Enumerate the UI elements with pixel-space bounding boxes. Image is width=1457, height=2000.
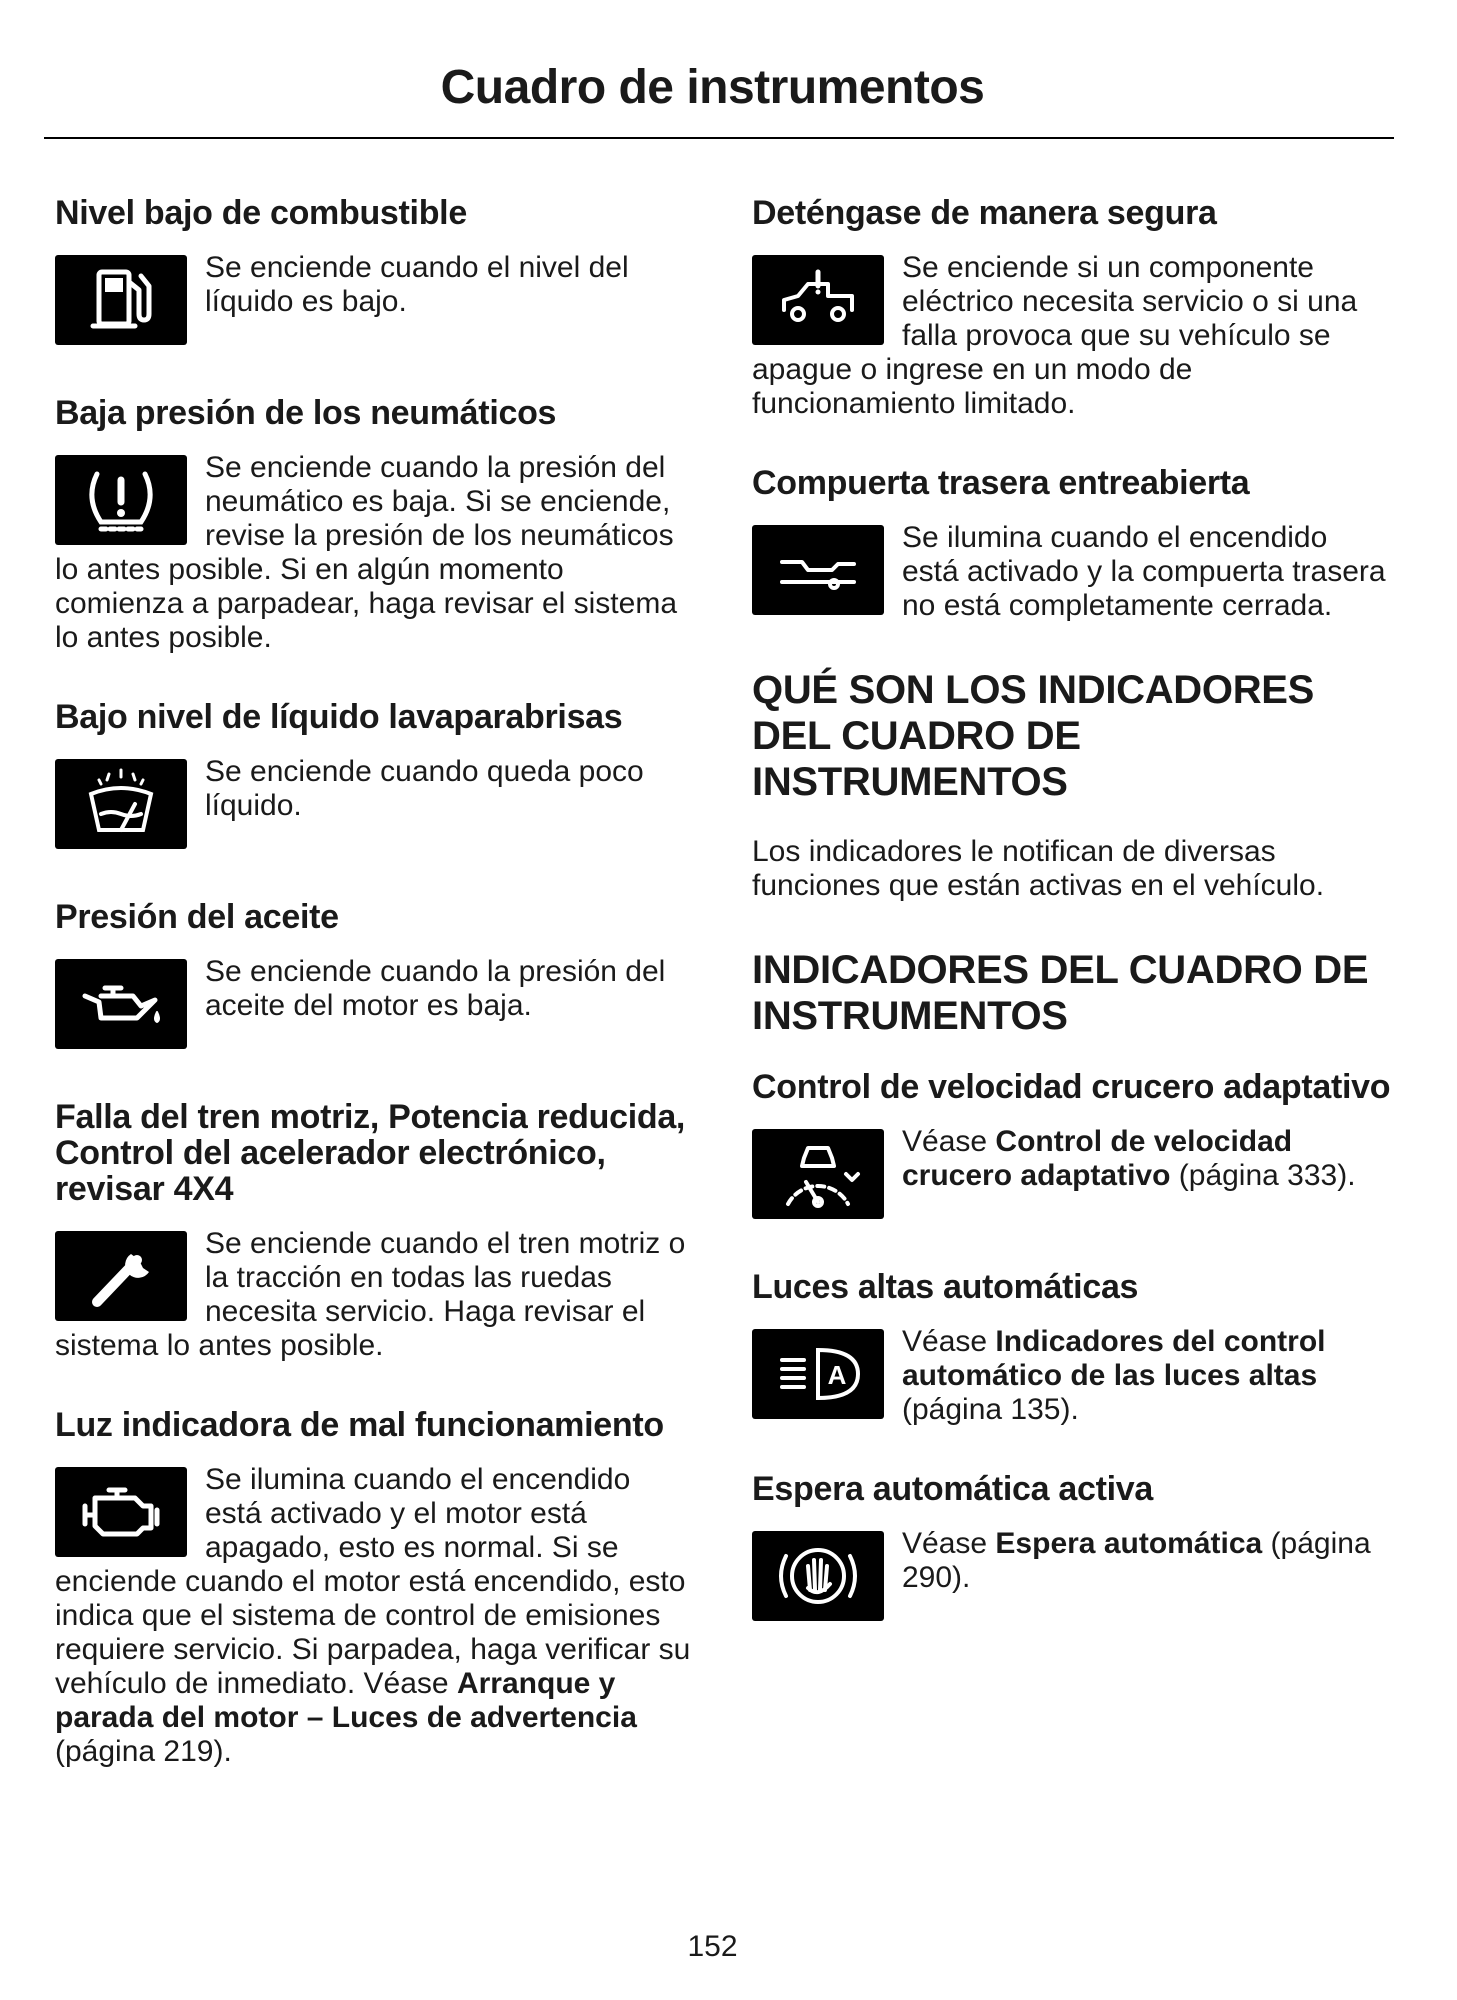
left-column bbox=[55, 195, 695, 1813]
section-text: Se ilumina cuando el encendido está activado y la compuerta trasera no está completamente cerrada. bbox=[902, 521, 1386, 622]
see-page: (página 219). bbox=[55, 1735, 232, 1768]
section-text: Se enciende cuando la presión del neumático es baja. Si se enciende, revise la presión de los neumáticos lo antes posible. Si en algún momento comienza a parpadear, haga revisar el sistema lo antes posible. bbox=[55, 451, 678, 654]
what-are-indicators-heading: QUÉ SON LOS INDICADORES DEL CUADRO DE INSTRUMENTOS bbox=[752, 668, 1315, 804]
section-heading: Baja presión de los neumáticos bbox=[55, 394, 557, 432]
section-text: Se enciende cuando queda poco líquido. bbox=[205, 755, 644, 822]
section-washer-fluid bbox=[55, 699, 695, 855]
see-link[interactable]: Arranque y parada del motor – Luces de advertencia bbox=[55, 1667, 637, 1734]
section-auto-high-beam bbox=[752, 1269, 1392, 1427]
section-low-fuel bbox=[55, 195, 695, 351]
section-powertrain-fault bbox=[55, 1099, 695, 1363]
indicators-heading: INDICADORES DEL CUADRO DE INSTRUMENTOS bbox=[752, 948, 1369, 1038]
section-oil-pressure bbox=[55, 899, 695, 1055]
section-adaptive-cruise bbox=[752, 1069, 1392, 1225]
section-heading: Control de velocidad crucero adaptativo bbox=[752, 1068, 1391, 1106]
svg-text:A: A bbox=[827, 1360, 847, 1390]
section-heading: Espera automática activa bbox=[752, 1470, 1153, 1508]
section-heading: Falla del tren motriz, Potencia reducida, Control del acelerador electrónico, revisar 4X4 bbox=[55, 1098, 686, 1208]
section-heading: Deténgase de manera segura bbox=[752, 194, 1217, 232]
see-page: (página 290). bbox=[902, 1527, 1371, 1594]
right-column bbox=[752, 195, 1392, 1671]
section-heading: Compuerta trasera entreabierta bbox=[752, 464, 1250, 502]
auto-hold-icon bbox=[752, 1531, 884, 1621]
washer-fluid-icon bbox=[55, 759, 187, 849]
section-heading: Presión del aceite bbox=[55, 898, 339, 936]
see-page: (página 333). bbox=[1178, 1159, 1356, 1192]
section-auto-hold bbox=[752, 1471, 1392, 1627]
section-text: Se enciende cuando la presión del aceite del motor es baja. bbox=[205, 955, 666, 1022]
fuel-pump-icon bbox=[55, 255, 187, 345]
title-divider bbox=[44, 137, 1394, 139]
tire-pressure-icon bbox=[55, 455, 187, 545]
section-tailgate bbox=[752, 465, 1392, 623]
oil-can-icon bbox=[55, 959, 187, 1049]
section-tire-pressure bbox=[55, 395, 695, 655]
see-prefix: Véase bbox=[902, 1325, 988, 1358]
section-malfunction-lamp bbox=[55, 1407, 695, 1769]
engine-icon bbox=[55, 1467, 187, 1557]
see-prefix: Véase bbox=[902, 1125, 988, 1158]
section-stop-safely bbox=[752, 195, 1392, 421]
section-heading: Luz indicadora de mal funcionamiento bbox=[55, 1406, 664, 1444]
wrench-icon bbox=[55, 1231, 187, 1321]
what-are-indicators-text: Los indicadores le notifican de diversas funciones que están activas en el vehículo. bbox=[752, 835, 1325, 902]
vehicle-fault-icon bbox=[752, 255, 884, 345]
section-text: Se enciende cuando el nivel del líquido es bajo. bbox=[205, 251, 629, 318]
see-page: (página 135). bbox=[902, 1393, 1079, 1426]
section-text: Se enciende cuando el tren motriz o la tracción en todas las ruedas necesita servicio. Haga revisar el sistema lo antes posible. bbox=[55, 1227, 686, 1362]
see-prefix: Véase bbox=[902, 1527, 988, 1560]
section-heading: Nivel bajo de combustible bbox=[55, 194, 467, 232]
section-text: Se enciende si un componente eléctrico necesita servicio o si una falla provoca que su vehículo se apague o ingrese en un modo de funcionamiento limitado. bbox=[752, 251, 1358, 420]
section-text: Se ilumina cuando el encendido está activado y el motor está apagado, esto es normal. Si se enciende cuando el motor está encendido, esto indica que el sistema de control de emisiones requiere servicio. Si parpadea, haga verificar su vehículo de inmediato. bbox=[55, 1463, 691, 1700]
adaptive-cruise-icon bbox=[752, 1129, 884, 1219]
section-heading: Luces altas automáticas bbox=[752, 1268, 1139, 1306]
page-number: 152 bbox=[687, 1930, 738, 1963]
tailgate-icon bbox=[752, 525, 884, 615]
see-link[interactable]: Control de velocidad crucero adaptativo bbox=[902, 1125, 1293, 1192]
section-heading: Bajo nivel de líquido lavaparabrisas bbox=[55, 698, 623, 736]
auto-high-beam-icon bbox=[752, 1329, 884, 1419]
see-link[interactable]: Indicadores del control automático de las luces altas bbox=[902, 1325, 1326, 1392]
page-title: Cuadro de instrumentos bbox=[440, 61, 985, 114]
see-link[interactable]: Espera automática bbox=[995, 1527, 1263, 1560]
see-prefix: Véase bbox=[363, 1667, 449, 1700]
